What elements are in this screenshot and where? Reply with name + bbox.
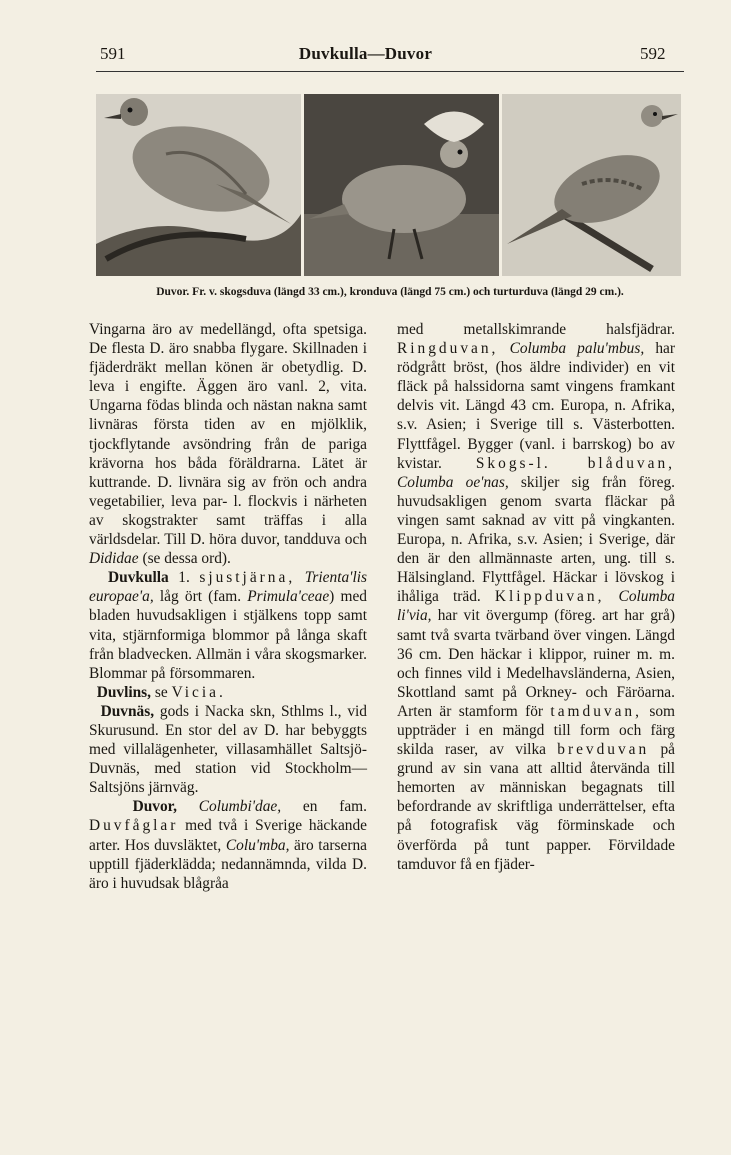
page-heading: Duvkulla—Duvor xyxy=(298,44,433,63)
headword-duvor: Duvor, xyxy=(132,798,177,816)
headword-duvkulla: Duvkulla xyxy=(108,569,169,587)
photo-kronduva xyxy=(304,94,499,276)
page-number-right: 592 xyxy=(640,44,666,63)
entry-duvor-continued: Vingarna äro av medellängd, ofta spetsiga. De flesta D. äro snabba flygare. Skillnaden i fjäderdräkt mellan könen är obetydlig. D. leva i engifte. Äggen äro vanl. 2, vita. Ungarna födas blinda och nästan nakna samt livnäras första tiden av en mjölklik, tjockflytande avsöndring från de pariga krävorna hos båda föräldrarna. Lätet är kuttrande. D. livnära sig av frön och andra vegetabilier, leva par- l. flockvis i närheten av skogstrakter samt träffas i alla världsdelar. Till D. höra duvor, tandduva och Dididae (se dessa ord). xyxy=(89,321,367,568)
entry-duvor: Duvor, Columbi'dae, en fam. Duvfåglar med två i Sverige häckande arter. Hos duvsläktet, Colu'mba, äro tarserna upptill fjäderklädda; nedannämnda, vilda D. äro i huvudsak blågråa xyxy=(89,798,367,892)
header-rule xyxy=(96,71,684,72)
entry-duvor-species: med metallskimrande halsfjädrar. Ringduvan, Columba palu'mbus, har rödgrått bröst, (hos äldre individer) en vit fläck på halssidorna samt vingens framkant delvis vit. Längd 43 cm. Europa, n. Afrika, s.v. Asien; i Sverige till s. Västerbotten. Flyttfågel. Bygger (vanl. i barrskog) bo av kvistar. Skogs-l. blåduvan, Columba oe'nas, skiljer sig från föreg. huvudsakligen genom svarta fläckar på vingen samt saknad av vitt på vingkanten. Europa, n. Afrika, s.v. Asien; i Sverige, där den är den allmännaste arten, ung. till s. Hälsingland. Flyttfågel. Häckar i lövskog i ihåliga träd. Klippduvan, Columba li'via, har vit övergump (föreg. art har grå) samt två svarta tvärband över vingen. Längd 36 cm. Den häckar i klippor, ruiner m. m. och finnes vild i Medelhavsländerna, Asien, Skottland samt på Orkney- och Färöarna. Arten är stamform för tamduvan, som uppträder i en mängd till form och färg skilda raser, av vilka brevduvan på grund av sin vana att alltid återvända till hemorten av människan begagnats till befordrande av skriftliga underrättelser, efta på fotografisk väg förminskade och överförda på tunt papper. Förvildade tamduvor få en fjäder- xyxy=(397,321,676,873)
entry-duvkulla: Duvkulla 1. sjustjärna, Trienta'lis europae'a, låg ört (fam. Primula'ceae) med bladen huvudsakligen i stjälkens topp samt vita, stjärnformiga blommor på långa skaft från bladvecken. Allmän i våra skogsmarker. Blommar på försommaren. xyxy=(89,569,367,682)
entry-duvlins: Duvlins, se Vicia. xyxy=(96,683,226,701)
figure-caption: Duvor. Fr. v. skogsduva (längd 33 cm.), kronduva (längd 75 cm.) och turturduva (längd 29 cm.). xyxy=(156,286,624,298)
page-number-left: 591 xyxy=(100,44,126,63)
photo-turturduva xyxy=(502,94,681,276)
right-column xyxy=(397,320,675,874)
headword-duvnas: Duvnäs, xyxy=(100,702,155,720)
headword-duvlins: Duvlins, xyxy=(96,683,152,701)
left-column xyxy=(89,320,367,893)
pigeon-photographs xyxy=(96,94,681,276)
entry-duvnas: Duvnäs, gods i Nacka skn, Sthlms l., vid Skurusund. En stor del av D. har bebyggts med villalägenheter, villasamhället Saltsjö-Duvnäs, med station vid Stockholm—Saltsjöns järnväg. xyxy=(89,702,367,797)
photo-skogsduva xyxy=(96,94,301,276)
